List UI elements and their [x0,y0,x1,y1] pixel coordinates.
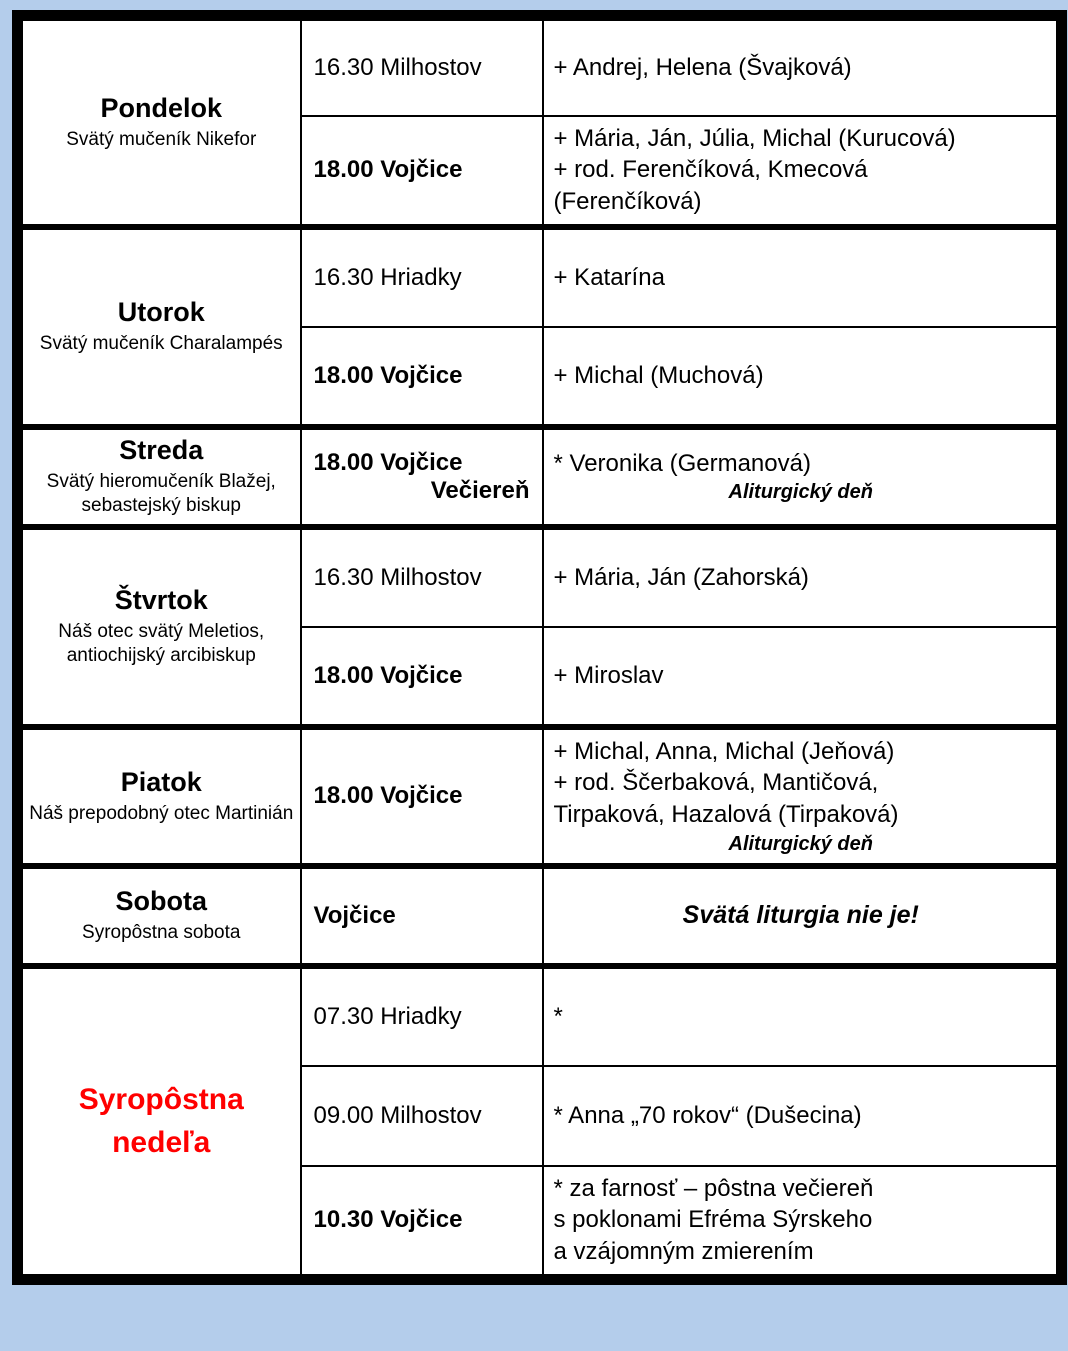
day-cell [18,866,301,966]
aliturgical-day-note: Aliturgický deň [728,832,873,855]
time-cell [301,327,543,427]
intention-cell [543,527,1062,627]
schedule-body [18,16,1062,1280]
intention-cell [543,966,1062,1066]
service-row [18,427,1062,527]
time-cell [301,727,543,866]
day-cell [18,727,301,866]
service-time: 18.00 Vojčice [313,448,463,476]
day-name: Štvrtok [114,584,208,615]
time-cell [301,227,543,327]
day-name-line: Syropôstna [78,1082,244,1116]
service-time: 07.30 Hriadky [313,1002,462,1030]
time-cell [301,1066,543,1166]
liturgical-schedule-table [12,10,1067,1285]
day-subtitle: Syropôstna sobota [82,922,241,944]
day-cell [18,227,301,427]
day-cell [18,427,301,527]
intention-line: * za farnosť – pôstna večiereň [553,1174,874,1202]
intention-line: + Katarína [553,263,665,291]
intention-cell [543,866,1062,966]
intention-cell [543,727,1062,866]
no-liturgy-note: Svätá liturgia nie je! [682,901,919,930]
vespers-note: Večiereň [430,476,530,504]
day-name: Utorok [117,297,205,328]
intention-cell [543,427,1062,527]
service-time: 16.30 Milhostov [313,53,482,81]
service-row [18,227,1062,327]
intention-cell [543,327,1062,427]
service-row [18,866,1062,966]
service-row [18,727,1062,866]
intention-line: + Michal (Muchová) [553,361,764,389]
day-name: Piatok [120,766,202,797]
intention-cell [543,227,1062,327]
intention-line: + Michal, Anna, Michal (Jeňová) [553,737,895,765]
intention-line: * [553,1002,563,1030]
day-cell [18,527,301,727]
day-subtitle: Náš prepodobný otec Martinián [29,802,294,824]
service-row [18,527,1062,627]
service-time: 18.00 Vojčice [313,661,463,689]
time-cell [301,427,543,527]
time-cell [301,966,543,1066]
intention-cell [543,627,1062,727]
time-cell [301,527,543,627]
intention-line: s poklonami Efréma Sýrskeho [553,1206,873,1234]
aliturgical-day-note: Aliturgický deň [728,481,873,504]
service-time: 16.30 Hriadky [313,263,462,291]
day-name [29,1078,294,1165]
intention-cell [543,116,1062,227]
service-time: 18.00 Vojčice [313,361,463,389]
intention-line: + rod. Ščerbaková, Mantičová, [553,769,879,797]
service-row [18,966,1062,1066]
intention-cell [543,1066,1062,1166]
day-name: Pondelok [100,93,222,124]
time-cell [301,627,543,727]
time-cell [301,16,543,116]
service-time: 18.00 Vojčice [313,782,463,810]
day-subtitle: Svätý hieromučeník Blažej, sebastejský biskup [46,470,276,517]
service-time: Vojčice [313,901,396,929]
service-time: 16.30 Milhostov [313,563,482,591]
day-cell [18,16,301,227]
day-cell [18,966,301,1280]
day-name: Streda [119,434,204,465]
intention-line: + rod. Ferenčíková, Kmecová [553,156,868,184]
service-row [18,16,1062,116]
intention-line: * Anna „70 rokov“ (Dušecina) [553,1101,862,1129]
intention-line: a vzájomným zmierením [553,1237,814,1265]
time-cell [301,866,543,966]
day-subtitle: Svätý mučeník Charalampés [39,333,283,355]
service-time: 18.00 Vojčice [313,156,463,183]
intention-line: Tirpaková, Hazalová (Tirpaková) [553,800,899,828]
intention-line: (Ferenčíková) [553,187,702,215]
day-name-line: nedeľa [112,1126,211,1160]
intention-cell [543,16,1062,116]
service-time: 10.30 Vojčice [313,1206,463,1234]
intention-line: + Miroslav [553,661,664,689]
time-cell [301,116,543,227]
time-cell [301,1166,543,1280]
day-name: Sobota [115,886,207,917]
intention-line: + Andrej, Helena (Švajková) [553,53,852,81]
intention-line: + Mária, Ján (Zahorská) [553,563,809,591]
intention-line: + Mária, Ján, Júlia, Michal (Kurucová) [553,124,956,152]
day-subtitle: Svätý mučeník Nikefor [66,128,257,150]
day-subtitle: Náš otec svätý Meletios, antiochijský arcibiskup [58,620,265,667]
intention-cell [543,1166,1062,1280]
service-time: 09.00 Milhostov [313,1101,482,1129]
intention-line: * Veronika (Germanová) [553,449,811,477]
